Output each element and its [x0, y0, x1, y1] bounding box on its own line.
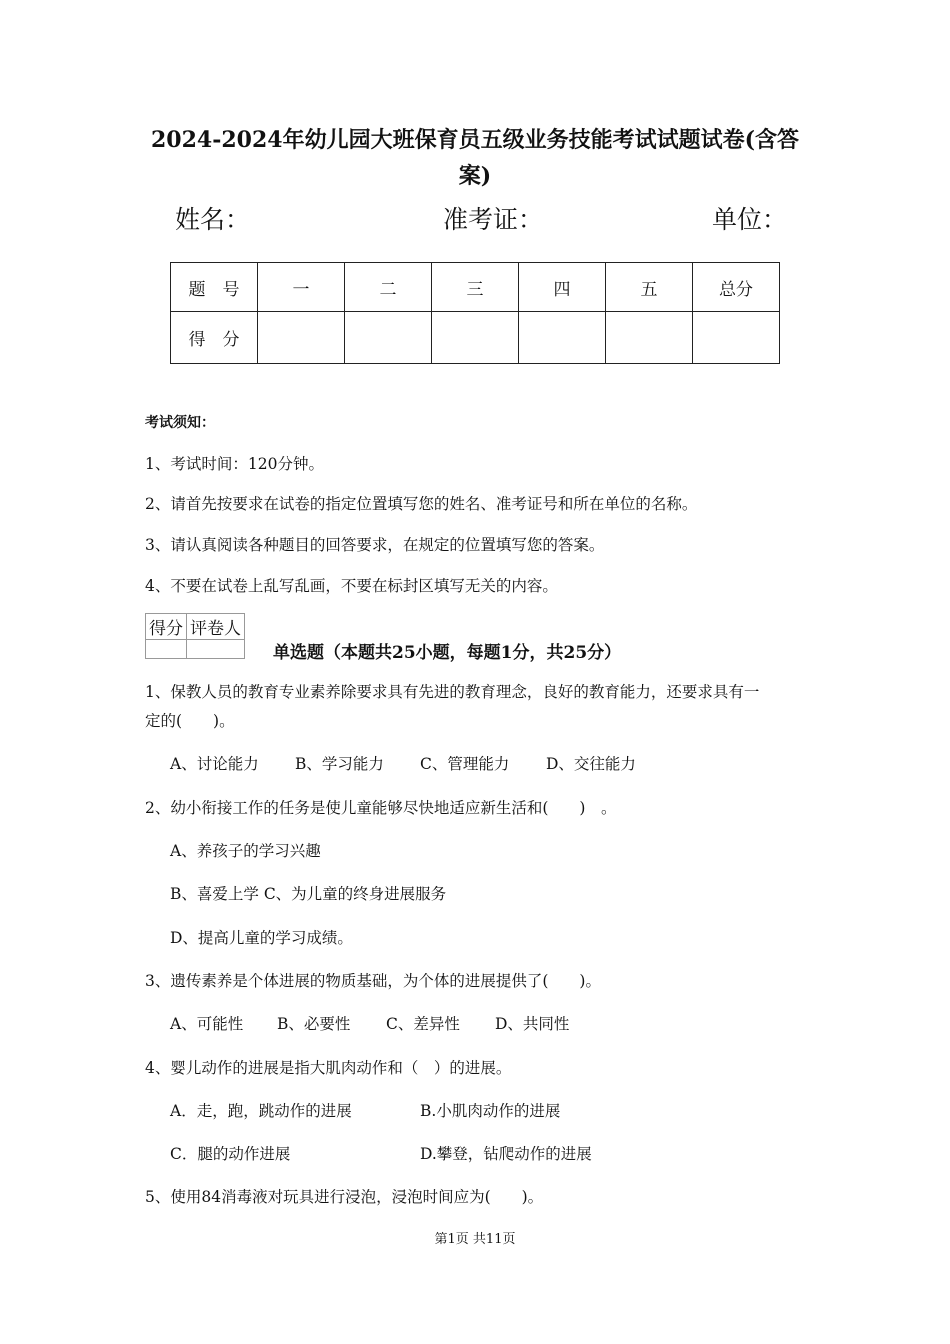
notice-item: 1、考试时间：120分钟。: [145, 455, 324, 473]
question-2: 2、幼小衔接工作的任务是使儿童能够尽快地适应新生活和( ) 。: [145, 799, 617, 817]
question-1-line-1: 1、保教人员的教育专业素养除要求具有先进的教育理念，良好的教育能力，还要求具有一: [145, 683, 760, 701]
grader-table: [145, 613, 245, 659]
grader-name-label: 评卷人: [187, 614, 245, 640]
grader-score-cell[interactable]: [146, 640, 187, 659]
option[interactable]: B.小肌肉动作的进展: [420, 1102, 561, 1120]
option[interactable]: A．走，跑，跳动作的进展: [170, 1102, 352, 1120]
grader-score-label: 得分: [146, 614, 187, 640]
page-footer: 第1页 共11页: [434, 1232, 516, 1247]
notice-item: 3、请认真阅读各种题目的回答要求，在规定的位置填写您的答案。: [145, 536, 605, 554]
question-1-line-2: 定的( )。: [145, 712, 235, 730]
grader-name-cell[interactable]: [187, 640, 245, 659]
score-table: [170, 262, 780, 364]
option[interactable]: B、学习能力: [295, 755, 384, 773]
score-row-label: 得 分: [171, 312, 258, 364]
notice-heading: 考试须知：: [145, 415, 215, 431]
score-cell[interactable]: [606, 312, 693, 364]
option[interactable]: D、提高儿童的学习成绩。: [170, 929, 353, 947]
score-cell[interactable]: [432, 312, 519, 364]
option[interactable]: A、养孩子的学习兴趣: [170, 842, 321, 860]
question-3: 3、遗传素养是个体进展的物质基础，为个体的进展提供了( )。: [145, 972, 601, 990]
option[interactable]: A、讨论能力: [170, 755, 259, 773]
score-header-cell: 总分: [693, 263, 780, 312]
option[interactable]: B、喜爱上学 C、为儿童的终身进展服务: [170, 885, 447, 903]
question-5: 5、使用84消毒液对玩具进行浸泡，浸泡时间应为( )。: [145, 1188, 544, 1206]
score-header-cell: 五: [606, 263, 693, 312]
option[interactable]: C、差异性: [386, 1015, 460, 1033]
exam-title: [120, 122, 830, 194]
option[interactable]: C、管理能力: [420, 755, 510, 773]
option[interactable]: C．腿的动作进展: [170, 1145, 291, 1163]
name-field-label: 姓名：: [175, 205, 251, 234]
unit-field-label: 单位：: [712, 205, 788, 234]
option[interactable]: B、必要性: [277, 1015, 351, 1033]
score-table-header-row: [171, 263, 780, 312]
score-cell[interactable]: [519, 312, 606, 364]
score-header-cell: 四: [519, 263, 606, 312]
score-cell[interactable]: [345, 312, 432, 364]
title-line-2: 案): [458, 163, 492, 189]
score-header-cell: 题 号: [171, 263, 258, 312]
score-header-cell: 三: [432, 263, 519, 312]
option[interactable]: D、交往能力: [546, 755, 636, 773]
section-title: 单选题（本题共25小题，每题1分，共25分）: [273, 643, 622, 663]
score-table-score-row: [171, 312, 780, 364]
title-line-1: 2024-2024年幼儿园大班保育员五级业务技能考试试题试卷(含答: [150, 127, 799, 153]
option[interactable]: A、可能性: [170, 1015, 244, 1033]
score-cell[interactable]: [693, 312, 780, 364]
notice-item: 2、请首先按要求在试卷的指定位置填写您的姓名、准考证号和所在单位的名称。: [145, 495, 698, 513]
option[interactable]: D.攀登，钻爬动作的进展: [420, 1145, 592, 1163]
option[interactable]: D、共同性: [495, 1015, 570, 1033]
exam-number-field-label: 准考证：: [443, 205, 544, 234]
notice-item: 4、不要在试卷上乱写乱画，不要在标封区填写无关的内容。: [145, 577, 558, 595]
question-4: 4、婴儿动作的进展是指大肌肉动作和（ ）的进展。: [145, 1059, 512, 1077]
score-cell[interactable]: [258, 312, 345, 364]
score-header-cell: 二: [345, 263, 432, 312]
score-header-cell: 一: [258, 263, 345, 312]
